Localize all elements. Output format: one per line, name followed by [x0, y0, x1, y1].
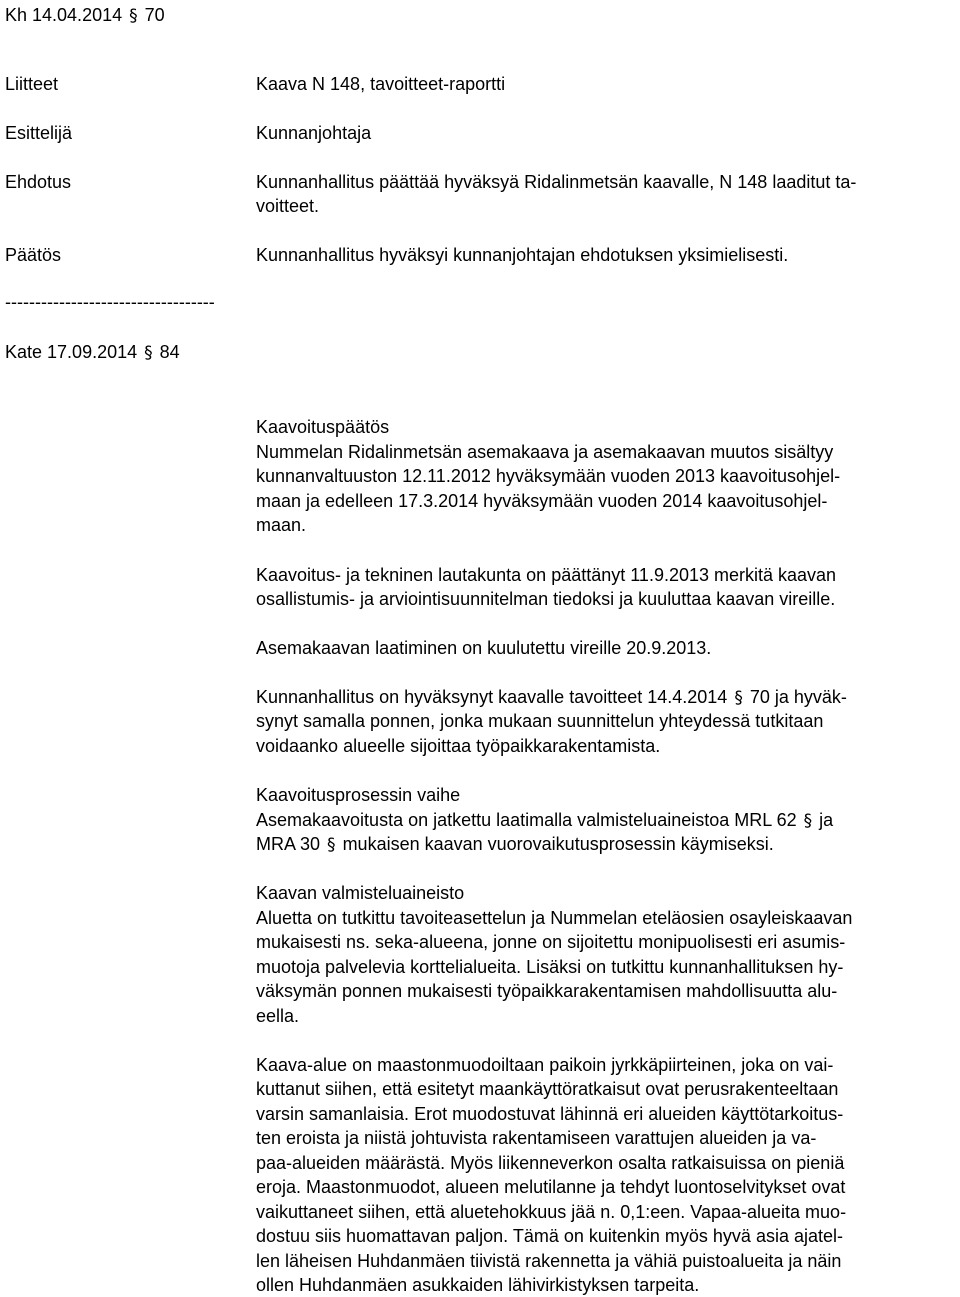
section-sign-icon: §: [803, 811, 813, 831]
paragraph-line: väksymän ponnen mukaisesti työpaikkarakentamisen mahdollisuutta alu-: [256, 981, 838, 1001]
paragraph-line: eroja. Maastonmuodot, alueen melutilanne ja tehdyt luontoselvitykset ovat: [256, 1177, 846, 1197]
proposal-line-2: voitteet.: [256, 196, 320, 216]
paragraph-text: MRA 30: [256, 834, 321, 854]
paragraph-line: [256, 685, 847, 710]
heading-kaavoitusprosessin-vaihe: Kaavoitusprosessin vaihe: [256, 785, 461, 805]
section-reference-kate: [5, 340, 180, 365]
paragraph-text: ja: [819, 810, 834, 830]
paragraph-text: mukaisen kaavan vuorovaikutusprosessin käymiseksi.: [342, 834, 774, 854]
proposal-line-1: Kunnanhallitus päättää hyväksyä Ridalinmetsän kaavalle, N 148 laaditut ta-: [256, 172, 857, 192]
paragraph-line: mukaisesti ns. seka-alueena, jonne on sijoitettu monipuolisesti eri asumis-: [256, 932, 846, 952]
paragraph-text: Asemakaavoitusta on jatkettu laatimalla valmisteluaineistoa MRL 62: [256, 810, 797, 830]
paragraph-line: synyt samalla ponnen, jonka mukaan suunnittelun yhteydessä tutkitaan: [256, 711, 824, 731]
paragraph-line: Aluetta on tutkittu tavoiteasettelun ja Nummelan eteläosien osayleiskaavan: [256, 908, 853, 928]
paragraph-line: eella.: [256, 1006, 300, 1026]
section-sign-icon: §: [734, 688, 743, 708]
paragraph-line: varsin samanlaisia. Erot muodostuvat lähinnä eri alueiden käyttötarkoitus-: [256, 1104, 844, 1124]
paragraph-line: [256, 808, 833, 833]
label-attachments: Liitteet: [5, 74, 59, 94]
heading-kaavoituspaatos: Kaavoituspäätös: [256, 417, 390, 437]
paragraph-line: dostuu siis huomattavan paljon. Tämä on kuitenkin myös hyvä asia ajatel-: [256, 1226, 843, 1246]
paragraph-line: osallistumis- ja arviointisuunnitelman tiedoksi ja kuuluttaa kaavan vireille.: [256, 589, 836, 609]
section-sign-icon: §: [129, 6, 138, 26]
reference-number: 70: [144, 5, 165, 25]
attachments-value: Kaava N 148, tavoitteet-raportti: [256, 74, 506, 94]
paragraph-line: kunnanvaltuuston 12.11.2012 hyväksymään vuoden 2013 kaavoitusohjel-: [256, 466, 841, 486]
label-decision: Päätös: [5, 245, 62, 265]
paragraph-line: Kaava-alue on maastonmuodoiltaan paikoin jyrkkäpiirteinen, joka on vai-: [256, 1055, 834, 1075]
paragraph-line: len läheisen Huhdanmäen tiivistä rakennetta ja vähiä puistoalueita ja näin: [256, 1251, 842, 1271]
paragraph-line: Kaavoitus- ja tekninen lautakunta on päättänyt 11.9.2013 merkitä kaavan: [256, 565, 837, 585]
label-presenter: Esittelijä: [5, 123, 73, 143]
paragraph-line: Nummelan Ridalinmetsän asemakaava ja asemakaavan muutos sisältyy: [256, 442, 834, 462]
paragraph-line: ollen Huhdanmäen asukkaiden lähivirkistyksen tarpeita.: [256, 1275, 700, 1295]
label-proposal: Ehdotus: [5, 172, 72, 192]
paragraph-line: paa-alueiden määrästä. Myös liikenneverkon osalta ratkaisuissa on pieniä: [256, 1153, 845, 1173]
section-reference-kh: [5, 3, 165, 28]
reference-prefix: Kh 14.04.2014: [5, 5, 123, 25]
paragraph-line: muotoja palvelevia korttelialueita. Lisäksi on tutkittu kunnanhallituksen hy-: [256, 957, 844, 977]
presenter-value: Kunnanjohtaja: [256, 123, 372, 143]
section-sign-icon: §: [327, 835, 336, 855]
paragraph-line: kuttanut siihen, että esitetyt maankäyttöratkaisut ovat perusrakenteeltaan: [256, 1079, 839, 1099]
paragraph-line: ten eroista ja niistä johtuvista rakentamiseen varattujen alueiden ja va-: [256, 1128, 817, 1148]
section-divider: -----------------------------------: [5, 292, 215, 312]
paragraph-text: Kunnanhallitus on hyväksynyt kaavalle tavoitteet 14.4.2014: [256, 687, 728, 707]
paragraph-line: vaikuttaneet siihen, että aluetehokkuus jää n. 0,1:een. Vapaa-alueita muo-: [256, 1202, 847, 1222]
paragraph-line: voidaanko alueelle sijoittaa työpaikkarakentamista.: [256, 736, 661, 756]
paragraph-line: maan.: [256, 515, 307, 535]
reference-prefix: Kate 17.09.2014: [5, 342, 138, 362]
decision-value: Kunnanhallitus hyväksyi kunnanjohtajan ehdotuksen yksimielisesti.: [256, 245, 789, 265]
paragraph-line: [256, 832, 774, 857]
paragraph-line: maan ja edelleen 17.3.2014 hyväksymään vuoden 2014 kaavoitusohjel-: [256, 491, 828, 511]
paragraph-line: Asemakaavan laatiminen on kuulutettu vireille 20.9.2013.: [256, 638, 712, 658]
reference-number: 84: [159, 342, 180, 362]
section-sign-icon: §: [144, 343, 153, 363]
heading-kaavan-valmisteluaineisto: Kaavan valmisteluaineisto: [256, 883, 465, 903]
paragraph-text: 70 ja hyväk-: [749, 687, 847, 707]
